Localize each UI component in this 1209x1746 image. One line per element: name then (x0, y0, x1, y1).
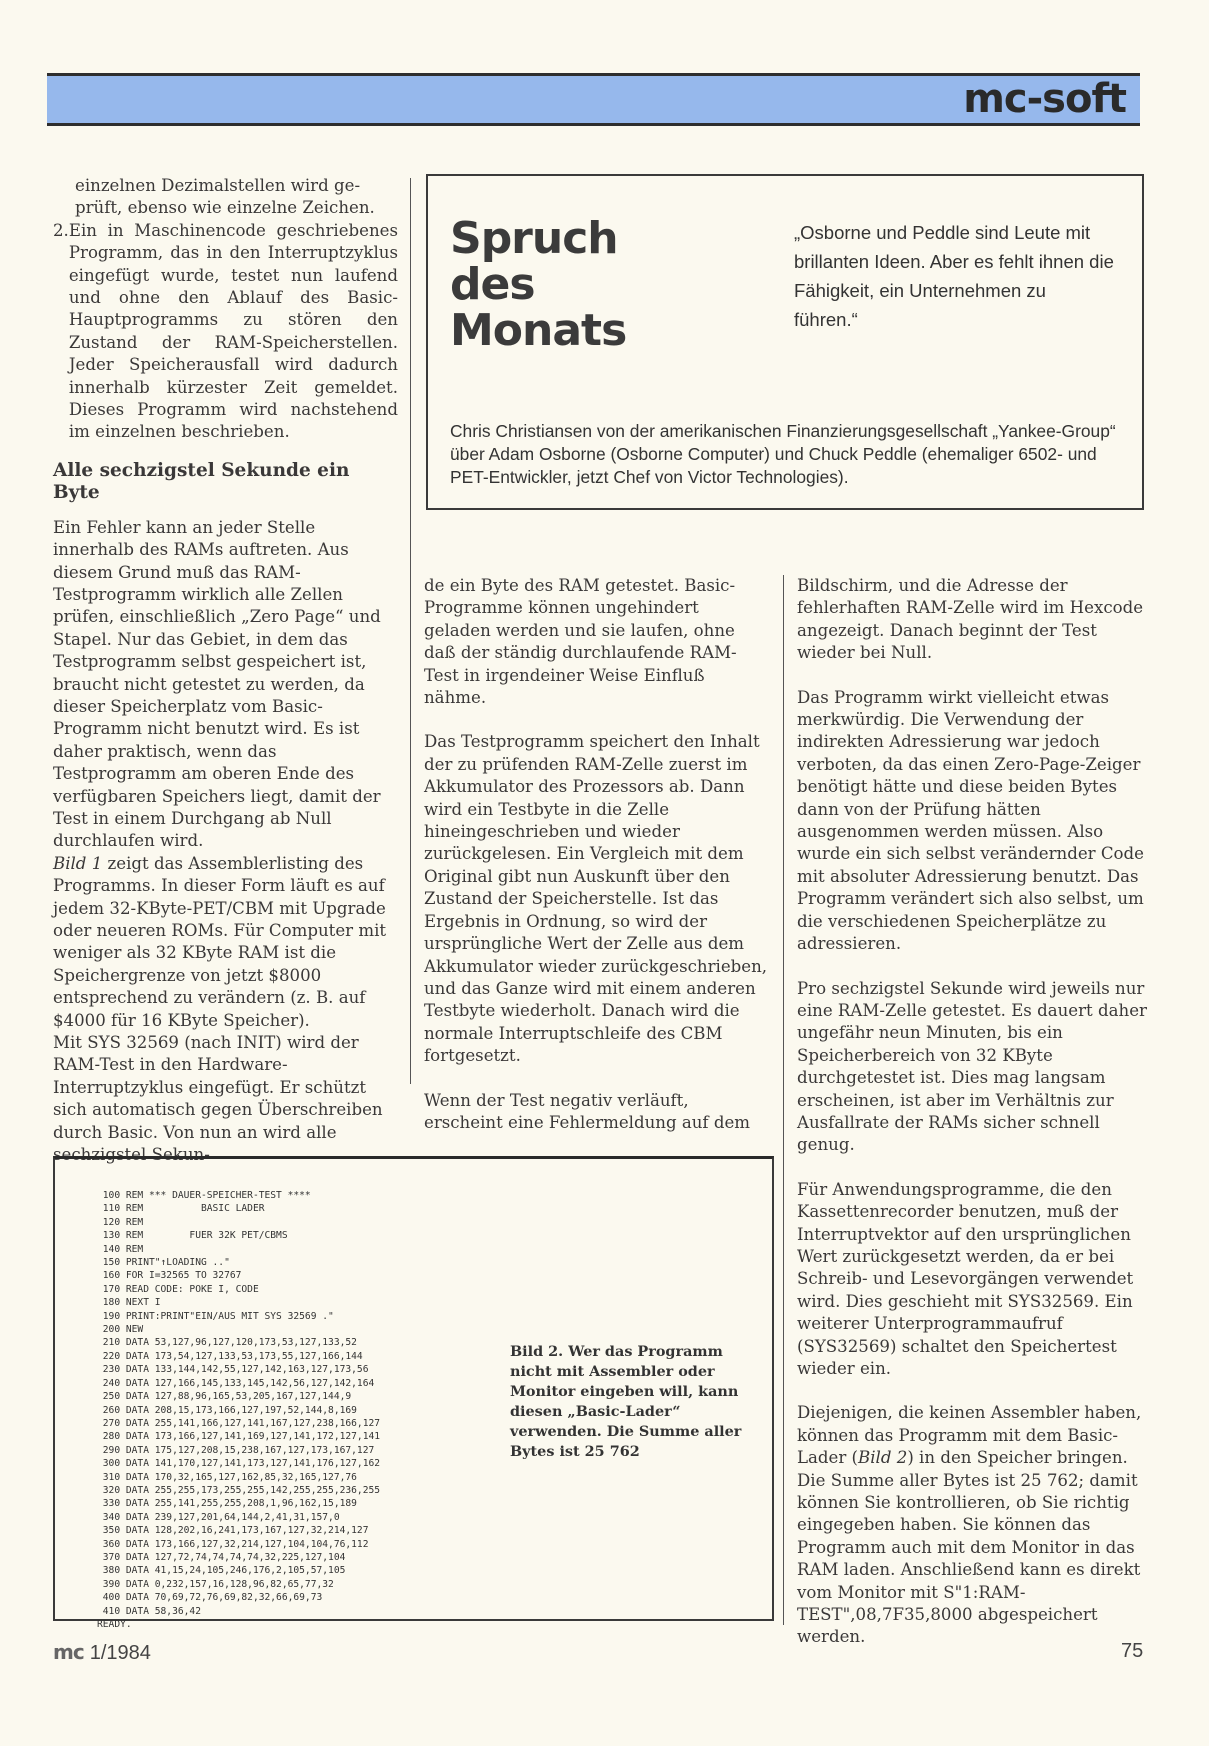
paragraph: Für Anwendungsprogramme, die den Kassettenrecorder benutzen, muß der Interruptvektor auf den ursprünglichen Wert zurückgesetzt werden, da er bei Schreib- und Lesevorgängen verwendet wird. Dies geschieht mit SYS32569. Ein weiterer Unterprogrammaufruf (SYS32569) schaltet den Speichertest wieder ein. (797, 1179, 1134, 1378)
page-number: 75 (1121, 1640, 1144, 1662)
paragraph: Ein Fehler kann an jeder Stelle innerhalb des RAMs auftreten. Aus diesem Grund muß das RAM-Testprogramm wirklich alle Zellen prüfen, einschließlich „Zero Page“ und Stapel. Nur das Gebiet, in dem das Testprogramm selbst gespeichert ist, braucht nicht getestet zu werden, da dieser Speicherplatz vom Basic-Programm nicht benutzt wird. Es ist daher praktisch, wenn das Testprogramm am oberen Ende des verfügbaren Speichers liegt, damit der Test in einem Durchgang ab Null durchlaufen wird. (53, 517, 381, 851)
listing-line: 280 DATA 173,166,127,141,169,127,141,172,127,141 (97, 1431, 381, 1443)
basic-listing (97, 1189, 380, 1631)
listing-line: 110 REM BASIC LADER (97, 1203, 265, 1215)
paragraph: Bildschirm, und die Adresse der fehlerhaften RAM-Zelle wird im Hexcode angezeigt. Danach beginnt der Test wieder bei Null. (797, 576, 1144, 663)
paragraph-text: zeigt das Assemblerlisting des Programms. In dieser Form läuft es auf jedem 32-KByte-PET/CBM mit Upgrade oder neueren ROMs. Für Computer mit weniger als 32 KByte RAM ist die Speichergrenze von jetzt $8000 entsprechend zu verändern (z. B. auf $4000 für 16 KByte Speicher). (53, 853, 387, 1030)
paragraph: Das Programm wirkt vielleicht etwas merkwürdig. Die Verwendung der indirekten Adressierung war jedoch verboten, da das einen Zero-Page-Zeiger benötigt hätte und diese beiden Bytes dann von der Prüfung hätten ausgenommen werden müssen. Also wurde ein sich selbst verändernder Code mit absoluter Adressierung benutzt. Das Programm verändert sich also selbst, um die verschiedenen Speicherplätze zu adressieren. (797, 687, 1144, 954)
column-left (53, 175, 398, 1166)
listing-line: 370 DATA 127,72,74,74,74,74,32,225,127,104 (97, 1551, 346, 1563)
basic-listing-figure (53, 1156, 774, 1630)
listing-line: 360 DATA 173,166,127,32,214,127,104,104,76,112 (97, 1538, 369, 1550)
listing-line: 230 DATA 133,144,142,55,127,142,163,127,173,56 (97, 1364, 369, 1376)
listing-line: 410 DATA 58,36,42 (97, 1605, 201, 1617)
paragraph: Mit SYS 32569 (nach INIT) wird der RAM-Test in den Hardware-Interruptzyklus eingefügt. Er schützt sich automatisch gegen Überschreiben durch Basic. Von nun an wird alle sechzigstel Sekun- (53, 1033, 383, 1165)
listing-line: 300 DATA 141,170,127,141,173,127,141,176,127,162 (97, 1458, 381, 1470)
section-brand: mc-soft (963, 76, 1126, 122)
list-number: 2. (53, 220, 69, 240)
quote-of-month-box (426, 174, 1144, 510)
listing-line: 170 READ CODE: POKE I, CODE (97, 1283, 259, 1295)
listing-line: 180 NEXT I (97, 1297, 161, 1309)
listing-line: 270 DATA 255,141,166,127,141,167,127,238,166,127 (97, 1417, 381, 1429)
column-divider (783, 575, 784, 1625)
list-item-2 (53, 220, 398, 444)
footer-issue (53, 1640, 151, 1665)
column-right (797, 575, 1147, 1649)
paragraph (797, 1402, 1147, 1648)
listing-line: 130 REM FUER 32K PET/CBMS (97, 1230, 288, 1242)
intro-line: prüft, ebenso wie einzelne Zeichen. (75, 198, 375, 218)
list-text: Ein in Maschinencode geschriebenes Programm, das in den Interruptzyklus eingefügt wurde, testet nun laufend und ohne den Ablauf des Basic-Hauptprogramms zu stören den Zustand der RAM-Speicherstellen. Jeder Speicherausfall wird dadurch innerhalb kürzester Zeit gemeldet. Dieses Programm wird nachstehend im einzelnen beschrieben. (68, 220, 398, 442)
paragraph: Pro sechzigstel Sekunde wird jeweils nur eine RAM-Zelle getestet. Es dauert daher ungefähr neun Minuten, bis ein Speicherbereich von 32 KByte durchgetestet ist. Dies mag langsam erscheinen, ist aber im Verhältnis zur Ausfallrate der RAMs sicher schnell genug. (797, 978, 1147, 1155)
paragraph-text: Diejenigen, die keinen Assembler haben, können das Programm mit dem Basic-Lader ( (797, 1403, 1142, 1468)
figure-caption: Bild 2. Wer das Programm nicht mit Assembler oder Monitor eingeben will, kann diesen „Basic-Lader“ verwenden. Die Summe aller Bytes ist 25 762 (510, 1343, 742, 1460)
listing-line: 100 REM *** DAUER-SPEICHER-TEST **** (97, 1190, 311, 1201)
listing-line: 380 DATA 41,15,24,105,246,176,2,105,57,105 (97, 1565, 346, 1577)
listing-line: 350 DATA 128,202,16,241,173,167,127,32,214,127 (97, 1525, 369, 1537)
magazine-logo: mc (53, 1640, 84, 1664)
listing-line: 310 DATA 170,32,165,127,162,85,32,165,127,76 (97, 1471, 357, 1483)
column-middle (424, 575, 769, 1134)
paragraph: Wenn der Test negativ verläuft, erscheint eine Fehlermeldung auf dem (424, 1090, 751, 1132)
paragraph: Das Testprogramm speichert den Inhalt der zu prüfenden RAM-Zelle zuerst im Akkumulator des Prozessors ab. Dann wird ein Testbyte in die Zelle hineingeschrieben und wieder zurückgelesen. Ein Vergleich mit dem Original gibt nun Auskunft über den Zustand der Speicherstelle. Ist das Ergebnis in Ordnung, so wird der ursprüngliche Wert der Zelle aus dem Akkumulator wieder zurückgeschrieben, und das Ganze wird mit einem anderen Testbyte wiederholt. Danach wird die normale Interruptschleife des CBM fortgesetzt. (424, 732, 768, 1066)
paragraph-text: ) in den Speicher bringen. Die Summe aller Bytes ist 25 762; damit können Sie kontrollieren, ob Sie richtig eingegeben haben. Sie können das Programm auch mit dem Monitor in das RAM laden. Anschließend kann es direkt vom Monitor mit S"1:RAM-TEST",08,7F35,8000 abgespeichert werden. (797, 1448, 1141, 1647)
quote-text: „Osborne und Peddle sind Leute mit brillanten Ideen. Aber es fehlt ihnen die Fähigkeit, ein Unternehmen zu führen.“ (794, 222, 1114, 330)
subheading: Alle sechzigstel Sekunde ein Byte (53, 459, 350, 504)
quote-source: Chris Christiansen von der amerikanischen Finanzierungsgesellschaft „Yankee-Group“ über Adam Osborne (Osborne Computer) und Chuck Peddle (ehemaliger 6502- und PET-Entwickler, jetzt Chef von Victor Technologies). (450, 421, 1116, 487)
listing-line: 340 DATA 239,127,201,64,144,2,41,31,157,0 (97, 1511, 340, 1523)
paragraph: de ein Byte des RAM getestet. Basic-Programme können ungehindert geladen werden und sie laufen, ohne daß der ständig durchlaufende RAM-Test in irgendeiner Weise Einfluß nähme. (424, 576, 737, 708)
listing-line: 150 PRINT"↑LOADING .." (97, 1257, 230, 1269)
listing-line: 210 DATA 53,127,96,127,120,173,53,127,133,52 (97, 1337, 357, 1349)
listing-line: 250 DATA 127,88,96,165,53,205,167,127,144,9 (97, 1391, 352, 1403)
listing-line: 160 FOR I=32565 TO 32767 (97, 1270, 242, 1282)
column-divider (410, 178, 411, 1084)
section-header-band (47, 73, 1140, 126)
listing-line: 290 DATA 175,127,208,15,238,167,127,173,167,127 (97, 1444, 375, 1456)
listing-line: 320 DATA 255,255,173,255,255,142,255,255,236,255 (97, 1484, 381, 1496)
quote-title-line: des (450, 259, 535, 310)
listing-line: 260 DATA 208,15,173,166,127,197,52,144,8,169 (97, 1404, 357, 1416)
listing-line: 240 DATA 127,166,145,133,145,142,56,127,142,164 (97, 1377, 375, 1389)
quote-title (450, 213, 627, 356)
paragraph (53, 853, 398, 1032)
listing-line: 190 PRINT:PRINT"EIN/AUS MIT SYS 32569 ." (97, 1310, 334, 1322)
issue-label: 1/1984 (89, 1642, 151, 1664)
intro-line: einzelnen Dezimalstellen wird ge- (75, 176, 361, 195)
listing-line: 330 DATA 255,141,255,255,208,1,96,162,15,189 (97, 1498, 357, 1510)
quote-title-line: Spruch (450, 213, 618, 264)
listing-line: 400 DATA 70,69,72,76,69,82,32,66,69,73 (97, 1592, 323, 1604)
listing-line: 390 DATA 0,232,157,16,128,96,82,65,77,32 (97, 1578, 334, 1590)
figure-ref: Bild 1 (53, 853, 103, 873)
quote-title-line: Monats (450, 305, 627, 356)
listing-line: 200 NEW (97, 1324, 144, 1336)
figure-ref: Bild 2 (858, 1448, 908, 1468)
listing-line: 140 REM (97, 1243, 144, 1255)
listing-line: READY. (97, 1619, 132, 1630)
listing-line: 220 DATA 173,54,127,133,53,173,55,127,166,144 (97, 1350, 363, 1362)
listing-line: 120 REM (97, 1216, 144, 1228)
